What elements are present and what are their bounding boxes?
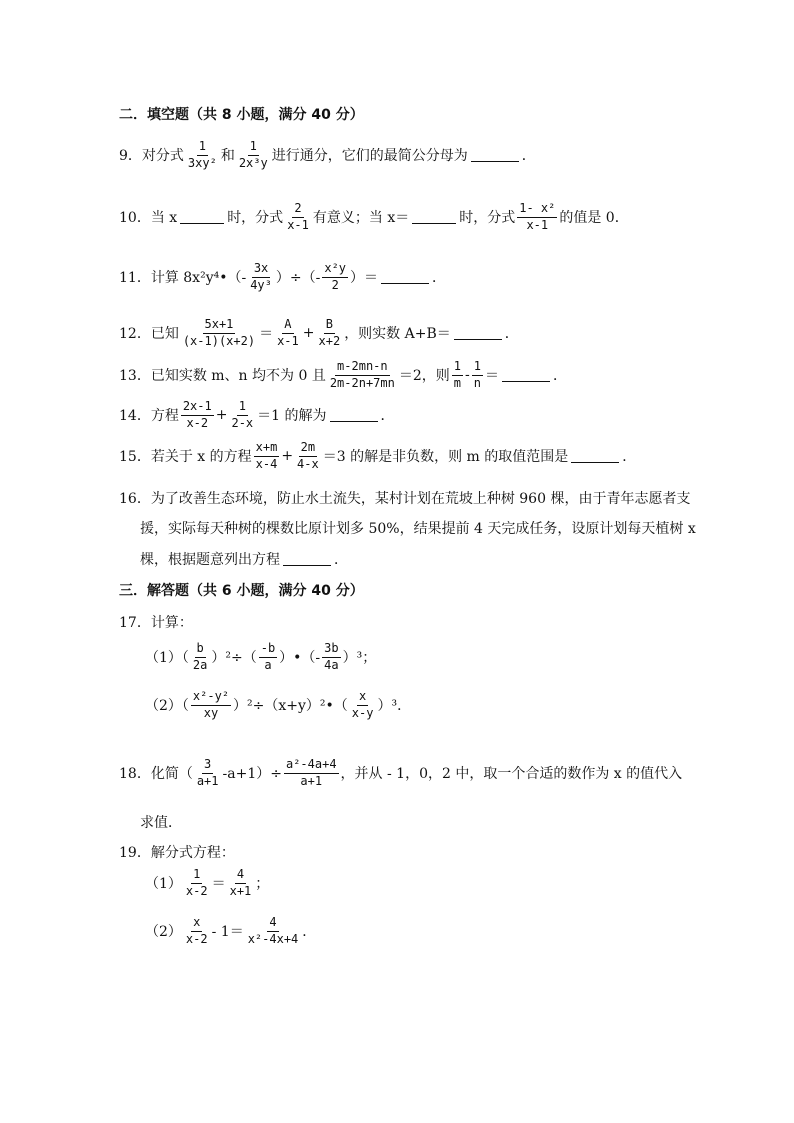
- question-text: ）²÷（: [211, 650, 257, 667]
- denominator: x-y: [351, 705, 374, 720]
- question-text: ）＝: [350, 270, 379, 287]
- fraction: [181, 318, 257, 349]
- fraction: [229, 400, 255, 431]
- fraction: [191, 642, 209, 673]
- numerator: 4: [235, 868, 246, 884]
- question-19-part1: [145, 868, 269, 899]
- question-number: 14．: [119, 408, 151, 425]
- question-text: ；: [255, 876, 270, 893]
- denominator: a+1: [196, 773, 219, 788]
- answer-blank[interactable]: [283, 553, 331, 566]
- numerator: 2: [292, 202, 303, 218]
- numerator: A: [282, 318, 293, 334]
- question-text: ．: [302, 924, 317, 941]
- denominator: x-1: [277, 333, 299, 348]
- question-end: ．: [622, 449, 637, 466]
- denominator: 4-x: [297, 456, 319, 471]
- denominator: x+1: [229, 883, 252, 898]
- question-11: [119, 262, 446, 293]
- question-number: 10．: [119, 210, 151, 227]
- part-label: （2）（: [145, 698, 189, 715]
- numerator: a²-4a+4: [284, 758, 339, 774]
- question-text: - 1＝: [211, 924, 244, 941]
- numerator: 2m: [299, 441, 317, 457]
- numerator: x²y: [322, 262, 348, 278]
- answer-blank[interactable]: [180, 211, 224, 224]
- question-18: [119, 758, 682, 789]
- section-3-title: 三．解答题（共 6 小题，满分 40 分）: [119, 583, 364, 599]
- question-text: -: [465, 367, 470, 384]
- question-text: 有意义；当 x＝: [312, 210, 410, 227]
- numerator: 1: [472, 360, 483, 376]
- numerator: b: [195, 642, 206, 658]
- denominator: 4y³: [250, 277, 272, 292]
- question-number: 18．: [119, 766, 151, 783]
- denominator: x-2: [186, 415, 209, 430]
- question-text: 若关于 x 的方程: [150, 449, 252, 466]
- question-text: ＝: [211, 876, 226, 893]
- fraction: [322, 262, 348, 293]
- numerator: 1- x²: [517, 202, 557, 218]
- numerator: x²-y²: [191, 690, 231, 706]
- question-end: ．: [380, 408, 395, 425]
- denominator: x-1: [287, 217, 309, 232]
- fraction: [322, 642, 340, 673]
- section-3-heading: [119, 580, 364, 600]
- question-end: ．: [432, 270, 447, 287]
- question-end: ．: [552, 368, 567, 385]
- denominator: 2x³y: [238, 155, 268, 170]
- question-16-line2: [140, 518, 696, 538]
- denominator: (x-1)(x+2): [182, 333, 256, 348]
- question-text: +: [302, 325, 315, 342]
- question-16: [119, 488, 690, 508]
- fraction: [517, 202, 557, 233]
- denominator: a: [264, 657, 272, 672]
- denominator: 3xy²: [187, 155, 217, 170]
- denominator: x-1: [526, 217, 549, 232]
- question-text: ＝3 的解是非负数，则 m 的取值范围是: [322, 449, 569, 466]
- answer-blank[interactable]: [571, 450, 619, 463]
- question-text: ）³．: [377, 698, 412, 715]
- numerator: 1: [197, 140, 208, 156]
- question-text: 求值．: [140, 815, 182, 831]
- fraction: [181, 400, 214, 431]
- fraction: [195, 758, 221, 789]
- numerator: -b: [259, 642, 277, 658]
- question-number: 16．: [119, 491, 151, 507]
- denominator: 4a: [324, 657, 339, 672]
- question-text: 和: [220, 148, 235, 165]
- numerator: m-2mn-n: [335, 360, 390, 376]
- numerator: B: [324, 318, 335, 334]
- question-19-part2: [145, 916, 316, 947]
- question-text: ）³；: [342, 650, 377, 667]
- question-text: 进行通分，它们的最简公分母为: [271, 148, 468, 165]
- question-text: ＝2，则: [398, 368, 450, 385]
- answer-blank[interactable]: [412, 211, 456, 224]
- numerator: x: [191, 916, 202, 932]
- part-label: （2）: [145, 924, 182, 941]
- question-number: 9．: [119, 148, 142, 165]
- question-12: [119, 318, 519, 349]
- question-text: ＝1 的解为: [257, 408, 327, 425]
- fraction: [248, 262, 274, 293]
- denominator: a+1: [300, 773, 323, 788]
- fraction: [472, 360, 483, 391]
- numerator: 3x: [252, 262, 270, 278]
- question-15: [119, 441, 636, 472]
- fraction: [317, 318, 343, 349]
- question-end: ．: [334, 552, 348, 568]
- denominator: 2a: [192, 657, 208, 672]
- question-number: 19．: [119, 845, 151, 861]
- section-2-title: 二．填空题（共 8 小题，满分 40 分）: [119, 107, 364, 123]
- numerator: 1: [452, 360, 463, 376]
- question-end: ．: [504, 326, 519, 343]
- fraction: [284, 758, 339, 789]
- question-text: 时，分式: [227, 210, 284, 227]
- question-end: ．: [521, 148, 536, 165]
- fraction: [285, 202, 311, 233]
- question-14: [119, 400, 395, 431]
- question-text: 的值是 0．: [559, 210, 629, 227]
- question-text: 解分式方程：: [150, 845, 235, 861]
- question-text: +: [281, 448, 294, 465]
- fraction: [228, 868, 254, 899]
- numerator: x: [357, 690, 368, 706]
- question-number: 13．: [119, 368, 151, 385]
- denominator: n: [473, 375, 481, 390]
- question-text: 当 x: [150, 210, 178, 227]
- fraction: [184, 868, 210, 899]
- numerator: 1: [237, 400, 248, 416]
- question-17: [119, 612, 193, 632]
- denominator: x²-4x+4: [247, 931, 299, 946]
- fraction: [254, 441, 280, 472]
- numerator: 4: [267, 916, 278, 932]
- fraction: [259, 642, 277, 673]
- question-9: [119, 140, 536, 171]
- question-17-part1: [145, 642, 376, 673]
- question-text: 援，实际每天种树的棵数比原计划多 50%，结果提前 4 天完成任务，设原计划每天植树 x: [140, 521, 696, 537]
- fraction: [246, 916, 301, 947]
- numerator: 3: [202, 758, 213, 774]
- question-10: [119, 202, 629, 233]
- numerator: 5x+1: [203, 318, 236, 334]
- numerator: x+m: [254, 441, 280, 457]
- question-text: ）•（-: [279, 650, 321, 667]
- question-number: 15．: [119, 449, 151, 466]
- answer-blank[interactable]: [471, 149, 519, 162]
- question-text: 已知: [150, 326, 179, 343]
- section-2-heading: [119, 104, 364, 124]
- numerator: 1: [248, 140, 259, 156]
- question-number: 11．: [119, 270, 151, 287]
- answer-blank[interactable]: [502, 369, 550, 382]
- question-text: 已知实数 m、n 均不为 0 且: [150, 368, 326, 385]
- question-17-part2: [145, 690, 411, 721]
- fraction: [328, 360, 397, 391]
- answer-blank[interactable]: [454, 327, 502, 340]
- question-text: 为了改善生态环境，防止水土流失，某村计划在荒坡上种树 960 棵，由于青年志愿者支: [150, 491, 691, 507]
- question-text: ）²÷（x+y）²•（: [233, 698, 348, 715]
- denominator: m: [453, 375, 462, 390]
- question-text: 计算 8x²y⁴•（-: [150, 270, 247, 287]
- question-19: [119, 842, 235, 862]
- question-number: 12．: [119, 326, 151, 343]
- numerator: 3b: [322, 642, 340, 658]
- fraction: [237, 140, 270, 171]
- answer-blank[interactable]: [330, 409, 378, 422]
- fraction: [275, 318, 301, 349]
- question-text: 时，分式: [459, 210, 516, 227]
- numerator: 1: [191, 868, 202, 884]
- question-text: 计算：: [150, 615, 193, 631]
- question-text: +: [215, 407, 228, 424]
- question-text: 对分式: [141, 148, 184, 165]
- question-text: 棵，根据题意列出方程: [140, 552, 280, 568]
- fraction: [184, 916, 210, 947]
- denominator: x-2: [185, 883, 208, 898]
- denominator: x+2: [318, 333, 341, 348]
- question-text: ）÷（-: [275, 270, 321, 287]
- fraction: [186, 140, 219, 171]
- denominator: xy: [203, 705, 219, 720]
- denominator: 2-x: [231, 415, 254, 430]
- answer-blank[interactable]: [381, 271, 429, 284]
- denominator: 2m-2n+7mn: [329, 375, 395, 390]
- question-text: 方程: [150, 408, 179, 425]
- numerator: 2x-1: [181, 400, 214, 416]
- question-text: ＝: [259, 326, 274, 343]
- question-text: ，并从 - 1，0，2 中，取一个合适的数作为 x 的值代入: [340, 766, 683, 783]
- fraction: [350, 690, 376, 721]
- question-13: [119, 360, 567, 391]
- question-18-line2: [140, 812, 182, 832]
- question-number: 17．: [119, 615, 151, 631]
- fraction: [295, 441, 321, 472]
- denominator: 2: [331, 277, 339, 292]
- part-label: （1）: [145, 876, 182, 893]
- denominator: x-2: [185, 931, 208, 946]
- fraction: [191, 690, 231, 721]
- question-text: ＝: [484, 368, 499, 385]
- fraction: [452, 360, 463, 391]
- part-label: （1）（: [145, 650, 189, 667]
- question-text: -a+1）÷: [222, 766, 282, 783]
- question-text: ，则实数 A+B＝: [344, 326, 451, 343]
- question-16-line3: [140, 549, 348, 569]
- question-text: 化简（: [150, 766, 193, 783]
- denominator: x-4: [255, 456, 278, 471]
